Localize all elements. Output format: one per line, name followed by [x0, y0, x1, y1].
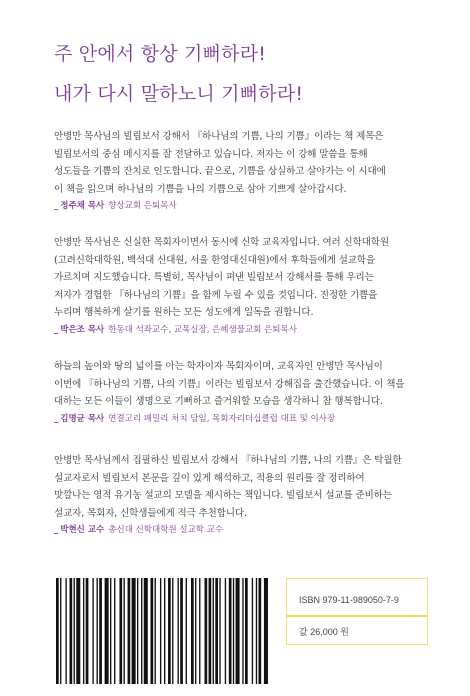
barcode-bar [99, 578, 102, 684]
text-line: 빌립보서의 중심 메시지를 잘 전달하고 있습니다. 저자는 이 강해 말씀을 통해 [54, 148, 368, 160]
barcode-bar [56, 578, 59, 684]
dash-mark: _ [54, 324, 59, 335]
dash-mark: _ [54, 525, 59, 535]
endorsement-text [54, 128, 426, 198]
dash-mark: _ [54, 413, 59, 424]
barcode-bar [215, 578, 218, 684]
endorser-name: 박은조 목사 [60, 324, 105, 335]
isbn-number: ISBN 979-11-989050-7-9 [299, 595, 399, 605]
endorser-role: 총신대 신학대학원 설교학 교수 [108, 525, 224, 535]
barcode-bar [209, 578, 212, 684]
barcode-bar [245, 578, 248, 684]
endorsement-2 [54, 234, 426, 337]
text-line: 설교자로서 빌립보서 본문을 깊이 있게 해석하고, 적용의 원리를 잘 정리하여 [54, 472, 365, 484]
barcode-bar [256, 578, 257, 684]
barcode-bar [92, 578, 93, 684]
barcode-bar [199, 578, 200, 684]
barcode-bar [225, 578, 226, 684]
headline-line-2: 내가 다시 말하노니 기뻐하라! [54, 83, 304, 105]
text-line: 안병만 목사님의 빌립보서 강해서 『하나님의 기쁨, 나의 기쁨』이라는 책 제목은 [54, 131, 384, 142]
barcode-bar [70, 578, 73, 684]
barcode-bar [180, 578, 183, 684]
barcode-bar [233, 578, 234, 684]
text-line: 안병만 목사님께서 집필하신 빌립보서 강해서 『하나님의 기쁨, 나의 기쁨』은 탁월한 [54, 455, 402, 466]
barcode-bar [186, 578, 187, 684]
barcode-bar [195, 578, 196, 684]
barcode-bar [151, 578, 154, 684]
barcode-bar [191, 578, 194, 684]
barcode-bar [213, 578, 214, 684]
text-line: 하늘의 높이와 땅의 넓이를 아는 학자이자 목회자이며, 교육자인 안병만 목사님이 [54, 361, 383, 372]
endorser-name: 김명균 목사 [60, 413, 105, 424]
divider [287, 615, 427, 617]
barcode-bar [168, 578, 171, 684]
barcode-bar [128, 578, 131, 684]
text-line: 가르치며 지도했습니다. 특별히, 목사님이 펴낸 빌립보서 강해서를 통해 우리는 [54, 272, 374, 283]
text-line: 설교자, 목회자, 신학생들에게 적극 추천합니다. [54, 507, 247, 519]
barcode-bar [114, 578, 115, 684]
endorsement-1 [54, 128, 426, 213]
barcode-bar [124, 578, 125, 684]
text-line: 성도들을 기쁨의 잔치로 인도합니다. 끝으로, 기쁨을 상실하고 살아가는 이 시대에 [54, 166, 386, 177]
barcode-bar [259, 578, 262, 684]
headline [54, 34, 450, 114]
barcode-bar [60, 578, 61, 684]
barcode-bar [141, 578, 142, 684]
text-line: 대하는 모든 이들이 생명으로 기뻐하고 즐거워할 모습을 생각하니 참 행복합니다. [54, 396, 383, 407]
barcode-bar [164, 578, 165, 684]
barcode-bar [160, 578, 161, 684]
price: 값 26,000 원 [299, 627, 349, 637]
endorser [54, 323, 426, 337]
barcode [54, 578, 269, 684]
text-line: 저자가 경험한 『하나님의 기쁨』을 함께 누릴 수 있을 것입니다. 진정한 기쁨을 [54, 289, 378, 301]
barcode-bar [65, 578, 66, 684]
endorsement-4 [54, 452, 426, 537]
text-line: 누리며 행복하게 살기를 원하는 모든 성도에게 일독을 권합니다. [54, 307, 314, 318]
endorsement-text [54, 452, 426, 522]
dash-mark: _ [54, 201, 59, 211]
text-line: 이 책을 읽으며 하나님의 기쁨을 나의 기쁨으로 삼아 기쁘게 살아갑시다. [54, 183, 347, 195]
barcode-bar [74, 578, 75, 684]
endorser-name: 정주채 목사 [60, 201, 105, 211]
barcode-bar [205, 578, 208, 684]
barcode-bar [219, 578, 220, 684]
barcode-bar [242, 578, 243, 684]
text-line: 안병만 목사님은 신실한 목회자이면서 동시에 신학 교육자입니다. 여러 신학대학원 [54, 237, 389, 248]
endorser-name: 박현신 교수 [60, 525, 105, 535]
endorser-role: 향상교회 은퇴목사 [108, 201, 177, 211]
barcode-bar [155, 578, 156, 684]
endorsement-3 [54, 358, 426, 426]
endorser [54, 523, 426, 537]
endorser [54, 199, 426, 213]
barcode-bar [132, 578, 136, 684]
barcode-bar [264, 578, 268, 684]
headline-line-1: 주 안에서 항상 기뻐하라! [54, 43, 267, 65]
text-line: 맛깔나는 영적 유기농 설교의 모델을 제시하는 책입니다. 빌립보서 설교를 준비하는 [54, 490, 392, 501]
isbn-box [286, 578, 428, 645]
barcode-bar [252, 578, 253, 684]
barcode-bar [229, 578, 232, 684]
barcode-bar [137, 578, 138, 684]
text-line: (고려신학대학원, 백석대 신대원, 서울 한영대신대원)에서 후학들에게 설교학을 [54, 254, 376, 266]
barcode-bar [144, 578, 148, 684]
barcode-bar [83, 578, 84, 684]
endorser-role: 한동대 석좌교수, 교목실장, 은혜샘물교회 은퇴목사 [108, 324, 297, 335]
barcode-bar [119, 578, 122, 684]
barcode-bar [97, 578, 98, 684]
text-line: 이번에 『하나님의 기쁨, 나의 기쁨』이라는 빌립보서 강해집을 출간했습니다. 이 책을 [54, 378, 405, 390]
endorser-role: 연결고리 패밀리 처치 담임, 목회자리더십클럽 대표 및 이사장 [108, 413, 336, 424]
barcode-bar [105, 578, 109, 684]
barcode-bar [86, 578, 89, 684]
barcode-bar [172, 578, 173, 684]
barcode-bar [178, 578, 179, 684]
barcode-bar [236, 578, 240, 684]
endorsement-text [54, 358, 426, 411]
barcode-bar [76, 578, 80, 684]
barcode-bar [110, 578, 111, 684]
endorser [54, 412, 426, 426]
barcode-graphic [54, 578, 269, 684]
endorsement-text [54, 234, 426, 322]
